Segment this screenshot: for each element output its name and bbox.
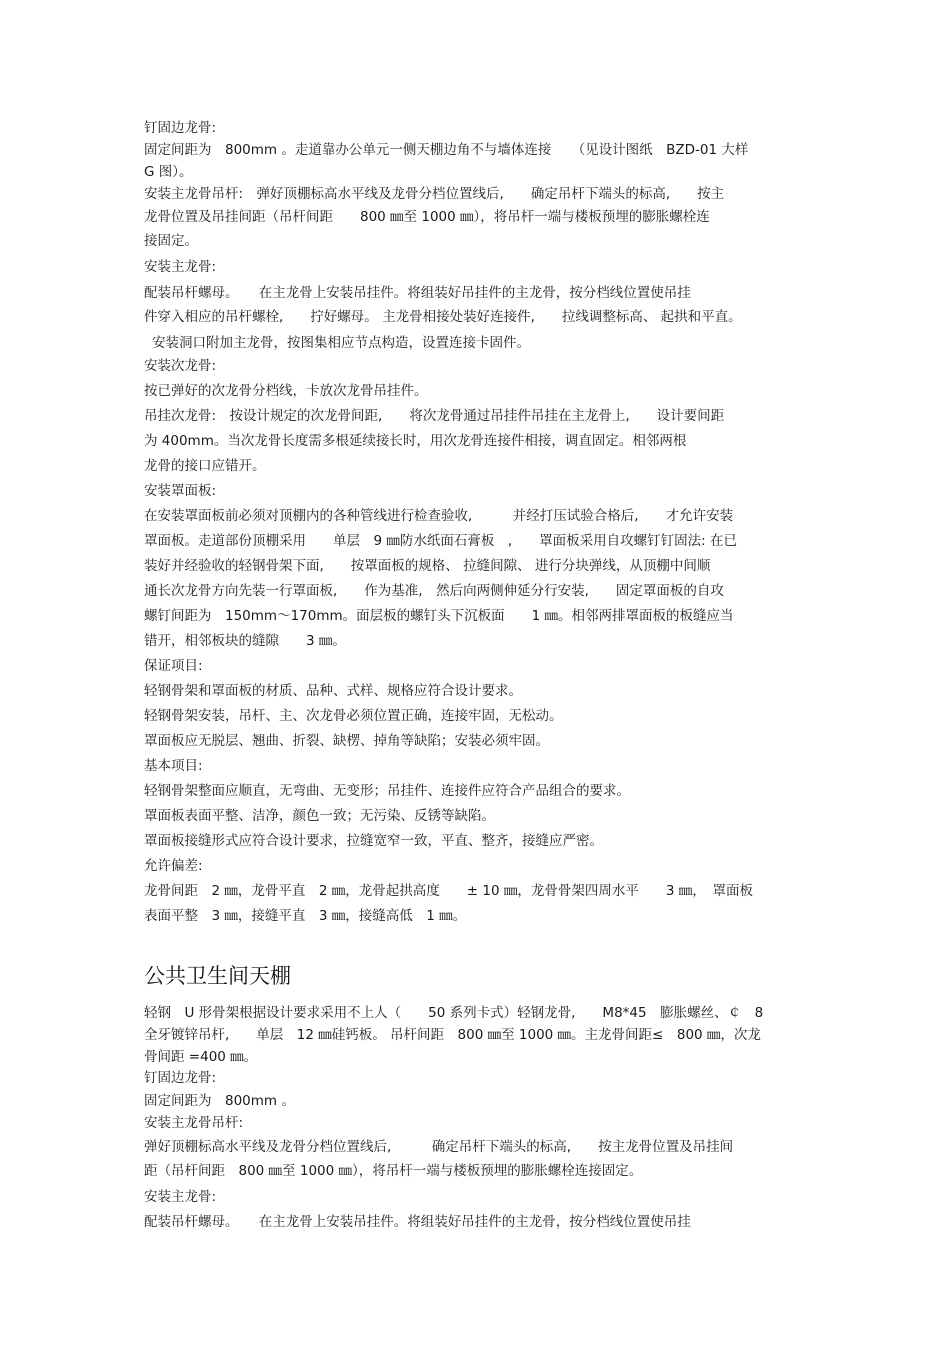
- text-line: 安装次龙骨:: [144, 358, 217, 374]
- text-line: 安装主龙骨:: [144, 1189, 217, 1205]
- text-line: 轻钢骨架和罩面板的材质、品种、式样、规格应符合设计要求。: [144, 683, 522, 699]
- text-line: 配装吊杆螺母。 在主龙骨上安装吊挂件。将组装好吊挂件的主龙骨，按分档线位置使吊挂: [144, 285, 691, 301]
- text-line: 安装主龙骨吊杆:: [144, 1115, 244, 1131]
- text-line: 弹好顶棚标高水平线及龙骨分档位置线后, 确定吊杆下端头的标高, 按主龙骨位置及吊挂间: [144, 1139, 734, 1155]
- text-line: 罩面板。走道部份顶棚采用 单层 9 ㎜防水纸面石膏板 , 罩面板采用自攻螺钉钉固法: 在已: [144, 533, 738, 549]
- text-line: 通长次龙骨方向先装一行罩面板, 作为基准, 然后向两侧伸延分行安装, 固定罩面板的自攻: [144, 583, 724, 599]
- text-line: 安装罩面板:: [144, 483, 217, 499]
- text-line: 罩面板表面平整、洁净，颜色一致；无污染、反锈等缺陷。: [144, 808, 495, 824]
- text-line: 安装洞口附加主龙骨，按图集相应节点构造，设置连接卡固件。: [152, 335, 530, 351]
- text-line: 全牙镀锌吊杆, 单层 12 ㎜硅钙板。 吊杆间距 800 ㎜至 1000 ㎜。主龙骨间距≤ 800 ㎜，次龙: [144, 1027, 761, 1043]
- text-line: 龙骨间距 2 ㎜，龙骨平直 2 ㎜，龙骨起拱高度 ± 10 ㎜，龙骨骨架四周水平 3 ㎜， 罩面板: [144, 883, 753, 899]
- text-line: 安装主龙骨:: [144, 259, 217, 275]
- text-line: 固定间距为 800mm 。走道靠办公单元一侧天棚边角不与墙体连接 （见设计图纸 BZD-01 大样: [144, 142, 749, 158]
- text-line: 错开，相邻板块的缝隙 3 ㎜。: [144, 633, 346, 649]
- text-line: 螺钉间距为 150mm～170mm。面层板的螺钉头下沉板面 1 ㎜。相邻两排罩面板的板缝应当: [144, 608, 734, 624]
- text-line: 距（吊杆间距 800 ㎜至 1000 ㎜），将吊杆一端与楼板预埋的膨胀螺栓连接固定。: [144, 1163, 643, 1179]
- text-line: 罩面板应无脱层、翘曲、折裂、缺楞、掉角等缺陷；安装必须牢固。: [144, 733, 549, 749]
- text-line: 安装主龙骨吊杆: 弹好顶棚标高水平线及龙骨分档位置线后, 确定吊杆下端头的标高, 按主: [144, 186, 725, 202]
- text-line: 装好并经验收的轻钢骨架下面, 按罩面板的规格、 拉缝间隙、 进行分块弹线，从顶棚中间顺: [144, 558, 711, 574]
- text-line: 龙骨位置及吊挂间距（吊杆间距 800 ㎜至 1000 ㎜），将吊杆一端与楼板预埋的膨胀螺栓连: [144, 209, 710, 225]
- text-line: 骨间距 =400 ㎜。: [144, 1049, 258, 1065]
- text-line: 保证项目:: [144, 658, 203, 674]
- text-line: 轻钢 U 形骨架根据设计要求采用不上人（ 50 系列卡式）轻钢龙骨, M8*45 膨胀螺丝、￠ 8: [144, 1005, 764, 1021]
- text-line: 接固定。: [144, 233, 198, 249]
- text-line: G 图）。: [144, 164, 193, 180]
- text-line: 轻钢骨架整面应顺直，无弯曲、无变形；吊挂件、连接件应符合产品组合的要求。: [144, 783, 630, 799]
- section-heading: 公共卫生间天棚: [144, 964, 291, 988]
- text-line: 罩面板接缝形式应符合设计要求，拉缝宽窄一致，平直、整齐，接缝应严密。: [144, 833, 603, 849]
- text-line: 基本项目:: [144, 758, 203, 774]
- text-line: 允许偏差:: [144, 858, 203, 874]
- text-line: 配装吊杆螺母。 在主龙骨上安装吊挂件。将组装好吊挂件的主龙骨，按分档线位置使吊挂: [144, 1214, 691, 1230]
- text-line: 在安装罩面板前必须对顶棚内的各种管线进行检查验收, 并经打压试验合格后, 才允许安装: [144, 508, 734, 524]
- text-line: 按已弹好的次龙骨分档线，卡放次龙骨吊挂件。: [144, 383, 428, 399]
- text-line: 轻钢骨架安装，吊杆、主、次龙骨必须位置正确，连接牢固，无松动。: [144, 708, 563, 724]
- text-line: 钉固边龙骨:: [144, 1070, 217, 1086]
- text-line: 钉固边龙骨:: [144, 120, 217, 136]
- text-line: 吊挂次龙骨: 按设计规定的次龙骨间距, 将次龙骨通过吊挂件吊挂在主龙骨上, 设计要间距: [144, 408, 725, 424]
- text-line: 表面平整 3 ㎜，接缝平直 3 ㎜，接缝高低 1 ㎜。: [144, 908, 467, 924]
- text-line: 固定间距为 800mm 。: [144, 1093, 295, 1109]
- text-line: 为 400mm。当次龙骨长度需多根延续接长时，用次龙骨连接件相接，调直固定。相邻两根: [144, 433, 687, 449]
- text-line: 件穿入相应的吊杆螺栓, 拧好螺母。 主龙骨相接处装好连接件, 拉线调整标高、 起拱和平直。: [144, 309, 742, 325]
- text-line: 龙骨的接口应错开。: [144, 458, 266, 474]
